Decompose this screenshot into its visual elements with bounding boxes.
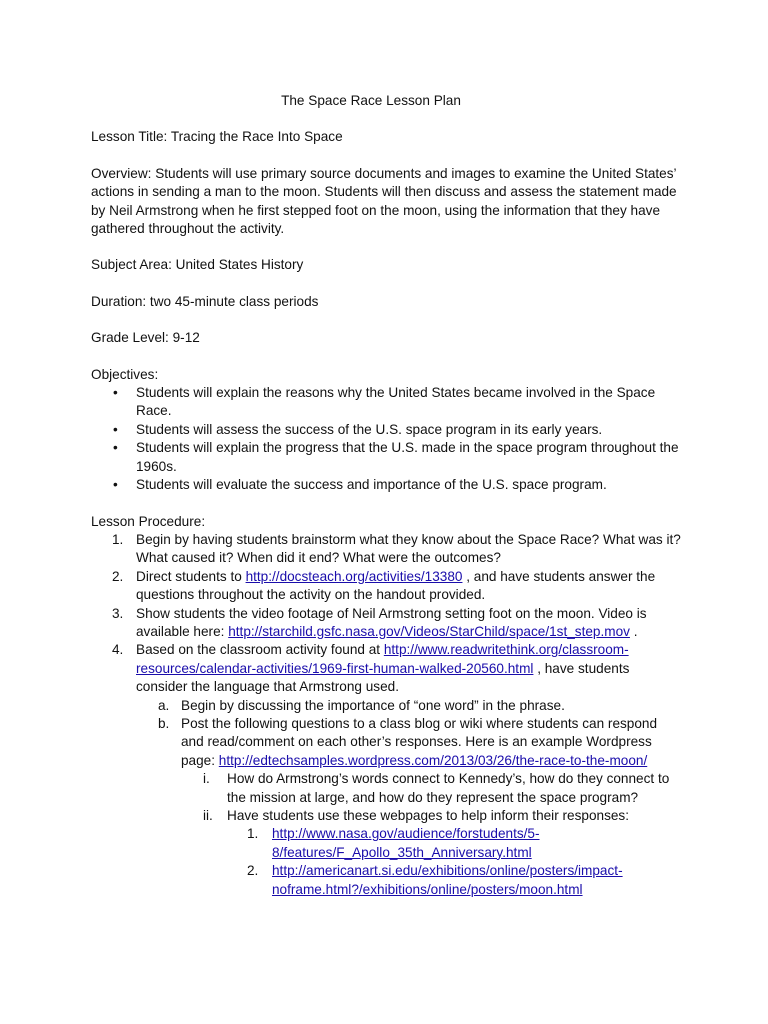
grade-level: Grade Level: 9-12 — [91, 330, 200, 346]
bullet-icon: • — [113, 421, 118, 437]
question-list — [91, 770, 683, 825]
lesson-title: Lesson Title: Tracing the Race Into Space — [91, 129, 343, 145]
procedure-step-4: 4. Based on the classroom activity found at http://www.readwritethink.org/classroom-resources/calendar-activities/1969-first-human-walked-20560.html , have students consider the language that Armstrong used. — [112, 642, 630, 695]
question-item-i: i. How do Armstrong’s words connect to Kennedy’s, how do they connect to the mission at large, and how do they represent the space program? — [203, 771, 670, 805]
subject-area: Subject Area: United States History — [91, 257, 304, 273]
docsteach-link[interactable]: http://docsteach.org/activities/13380 — [245, 568, 463, 584]
objectives-list — [91, 384, 683, 494]
procedure-step-4b: b. Post the following questions to a class blog or wiki where students can respond and read/comment on each other’s responses. Here is an example Wordpress page: http://edtechsamples.wordpress.com/2013/03/26/the-race-to-the-moon/ — [158, 715, 658, 768]
list-item: • Students will evaluate the success and importance of the U.S. space program. — [91, 476, 683, 494]
starchild-video-link[interactable]: http://starchild.gsfc.nasa.gov/Videos/StarChild/space/1st_step.mov — [228, 623, 630, 639]
resource-list — [91, 825, 683, 899]
bullet-icon: • — [113, 440, 118, 456]
duration: Duration: two 45-minute class periods — [91, 293, 319, 309]
resource-item-2: 2. http://americanart.si.edu/exhibitions/online/posters/impact-noframe.html?/exhibitions/online/posters/moon.html — [247, 863, 623, 897]
bullet-icon: • — [113, 385, 118, 401]
question-item-ii: ii. Have students use these webpages to help inform their responses: — [203, 808, 630, 823]
procedure-sublist — [91, 697, 683, 771]
americanart-poster-link[interactable]: http://americanart.si.edu/exhibitions/online/posters/impact-noframe.html?/exhibitions/online/posters/moon.html — [272, 863, 623, 897]
list-item: • Students will assess the success of the U.S. space program in its early years. — [91, 421, 683, 439]
document-title: The Space Race Lesson Plan — [281, 93, 461, 108]
bullet-icon: • — [113, 477, 118, 493]
procedure-list — [91, 531, 683, 697]
procedure-step-1: 1. Begin by having students brainstorm what they know about the Space Race? What was it? What caused it? When did it end? What were the outcomes? — [112, 531, 681, 566]
resource-item-1: 1. http://www.nasa.gov/audience/forstudents/5-8/features/F_Apollo_35th_Anniversary.html — [247, 826, 540, 860]
list-item: • Students will explain the reasons why the United States became involved in the Space Race. — [113, 385, 656, 419]
procedure-step-4a: a. Begin by discussing the importance of “one word” in the phrase. — [158, 697, 565, 713]
readwritethink-link[interactable]: http://www.readwritethink.org/classroom-resources/calendar-activities/1969-first-human-walked-20560.html — [136, 642, 629, 676]
edtechsamples-link[interactable]: http://edtechsamples.wordpress.com/2013/03/26/the-race-to-the-moon/ — [218, 752, 648, 768]
objectives-heading: Objectives: — [91, 366, 159, 382]
procedure-step-2: 2. Direct students to http://docsteach.org/activities/13380 , and have students answer the questions throughout the activity on the handout provided. — [112, 568, 656, 603]
list-item: • Students will explain the progress that the U.S. made in the space program throughout the 1960s. — [113, 440, 679, 474]
procedure-heading: Lesson Procedure: — [91, 513, 206, 529]
document-page — [91, 92, 683, 899]
procedure-step-3: 3. Show students the video footage of Neil Armstrong setting foot on the moon. Video is available here: http://starchild.gsfc.nasa.gov/Videos/StarChild/space/1st_step.mov . — [112, 605, 647, 639]
nasa-apollo-link[interactable]: http://www.nasa.gov/audience/forstudents/5-8/features/F_Apollo_35th_Anniversary.html — [272, 826, 540, 860]
overview-paragraph: Overview: Students will use primary source documents and images to examine the United States’ actions in sending a man to the moon. Students will then discuss and assess the statement made by Neil Armstrong when he first stepped foot on the moon, using the information that they have gathered throughout the activity. — [91, 165, 677, 237]
